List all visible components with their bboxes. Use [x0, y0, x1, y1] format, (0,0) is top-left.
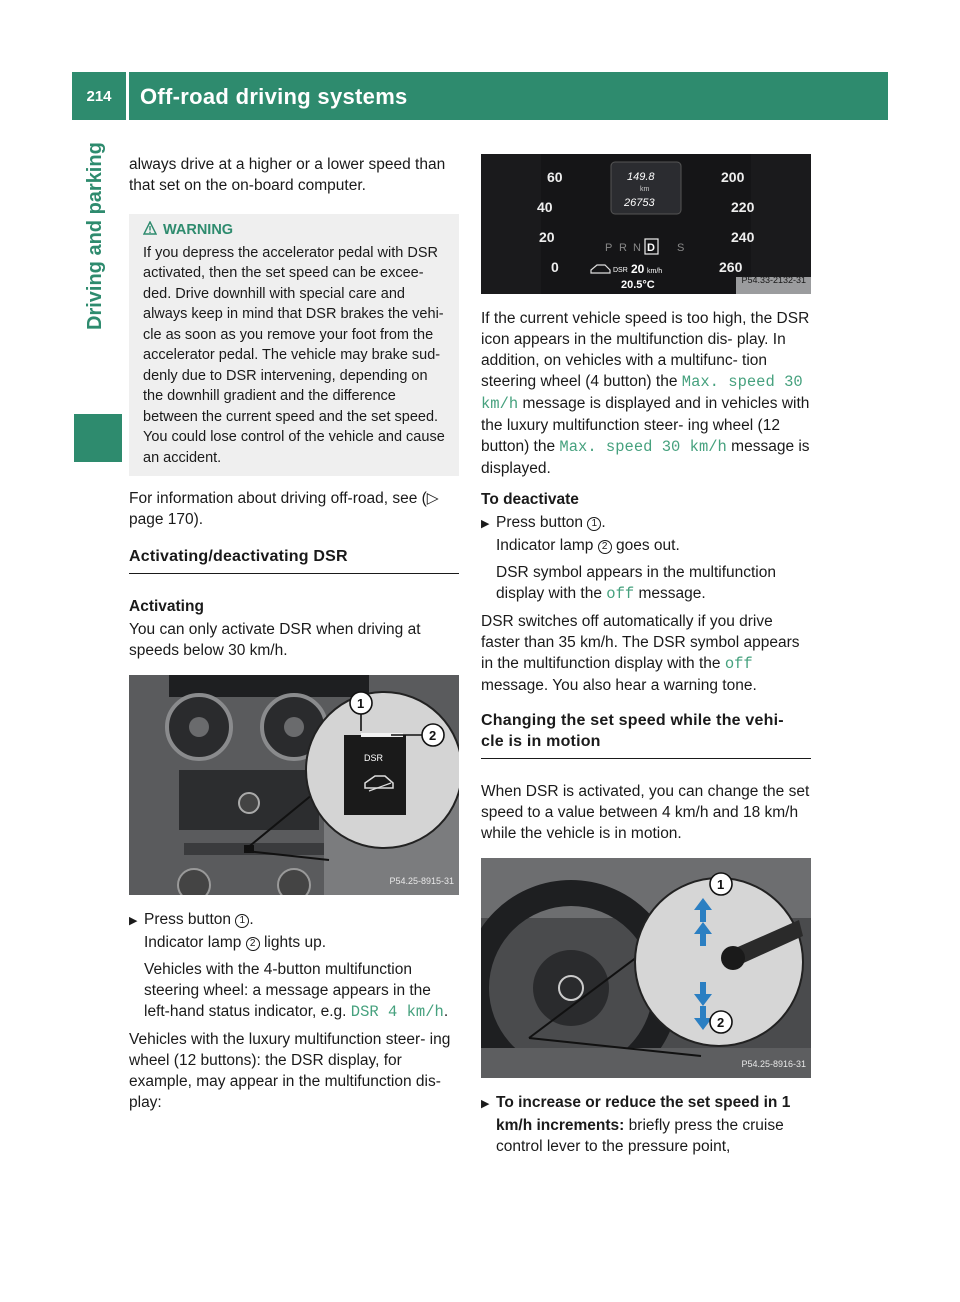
warning-icon	[143, 221, 157, 235]
note-end: .	[443, 1003, 449, 1020]
tick-0: 0	[551, 259, 559, 275]
trip-unit: km	[640, 186, 650, 193]
section-heading-dsr: Activating/deactivating DSR	[129, 546, 459, 574]
chapter-marker	[74, 414, 122, 462]
increase-step	[481, 1092, 811, 1157]
dsr-unit: km/h	[647, 268, 663, 275]
callout-ref-2: 2	[598, 540, 612, 554]
cruise-lever-figure	[481, 858, 811, 1078]
callout-ref-2: 2	[246, 937, 260, 951]
figure-label-right: P54.25-8916-31	[741, 1059, 806, 1069]
section-heading-change-speed: Changing the set speed while the vehi- cle is in motion	[481, 710, 811, 759]
increase-bold: To increase or reduce the set speed in 1 km/h increments:	[496, 1094, 791, 1134]
auto-text-end: message. You also hear a warning tone.	[481, 677, 757, 694]
deactivate-heading: To deactivate	[481, 491, 579, 508]
note-text: Vehicles with the 4-button multifunction steering wheel: a message appears in the left-hand status indicator, e.g.	[144, 961, 431, 1020]
deactivate-note	[481, 562, 811, 605]
offroad-reference: For information about driving off-road, see (▷ page 170).	[129, 490, 439, 528]
callout-2: 2	[717, 1015, 725, 1030]
deact-note-text: DSR symbol appears in the multifunction display with the	[496, 564, 776, 602]
instrument-cluster-figure	[481, 154, 811, 294]
gear-r: R	[619, 242, 627, 254]
warning-heading	[143, 220, 451, 241]
arrow-icon: ▶	[481, 518, 490, 530]
dashboard-illustration	[129, 675, 459, 895]
figure-label-cluster: P54.33-2132-31	[741, 275, 806, 285]
lamp-text: Indicator lamp	[144, 934, 246, 951]
warning-title: WARNING	[163, 222, 234, 238]
dsr-button-label: DSR	[364, 753, 384, 763]
page-title: Off-road driving systems	[140, 84, 408, 109]
gear-d: D	[647, 242, 655, 254]
speed-text-c: message is displayed.	[481, 438, 810, 477]
step-note	[129, 959, 459, 1023]
activating-heading: Activating	[129, 598, 204, 615]
warning-box	[129, 214, 459, 476]
tick-20: 20	[539, 229, 555, 245]
deact-note-end: message.	[634, 585, 706, 602]
step-text-end: .	[249, 911, 254, 928]
intro-text: always drive at a higher or a lower speed than that set on the on-board computer.	[129, 156, 446, 194]
figure-label-left: P54.25-8915-31	[389, 876, 454, 886]
gear-n: N	[633, 242, 641, 254]
header-separator	[126, 72, 129, 120]
step-text: Press button	[144, 911, 236, 928]
tick-40: 40	[537, 199, 553, 215]
increase-text: briefly press the cruise control lever to the pressure point,	[496, 1117, 784, 1155]
lamp-text-end: lights up.	[259, 934, 327, 951]
warning-text: If you depress the accelerator pedal with DSR activated, then the set speed can be excee- ded. Drive downhill with special care and always keep in mind that DSR brakes the vehi- cle as soon as you remove your foot from the accelerator pedal. The vehicle may brake sud- denly due to DSR intervening, depending on the downhill gradient and the difference between the current speed and the set speed. You could lose control of the vehicle and cause an accident.	[143, 244, 445, 466]
callout-1: 1	[357, 696, 365, 711]
auto-off-text	[481, 611, 811, 696]
trip-value: 149.8	[627, 171, 655, 183]
arrow-icon: ▶	[129, 915, 138, 927]
right-column	[481, 154, 811, 1163]
gear-p: P	[605, 242, 613, 254]
tick-200: 200	[721, 169, 745, 185]
dsr-speed: 20	[631, 262, 645, 276]
deact-text: Press button	[496, 514, 588, 531]
code-max-speed-1: Max. speed 30 km/h	[481, 373, 803, 413]
change-speed-text: When DSR is activated, you can change the set speed to a value between 4 km/h and 18 km/h while the vehicle is in motion.	[481, 783, 810, 842]
callout-ref-1: 1	[587, 517, 601, 531]
code-max-speed-2: Max. speed 30 km/h	[559, 438, 727, 456]
dsr-label: DSR	[613, 267, 628, 274]
gear-s: S	[677, 242, 685, 254]
tick-240: 240	[731, 229, 755, 245]
step-press-button	[129, 909, 459, 953]
deact-lamp-end: goes out.	[611, 537, 680, 554]
luxury-text: Vehicles with the luxury multifunction steer- ing wheel (12 buttons): the DSR display, for example, may appear in the multifunction dis- play:	[129, 1031, 451, 1111]
tick-60: 60	[547, 169, 563, 185]
code-off-2: off	[724, 655, 753, 673]
callout-ref-1: 1	[235, 914, 249, 928]
speed-too-high-text	[481, 308, 811, 479]
page-number: 214	[86, 88, 112, 105]
tick-260: 260	[719, 259, 743, 275]
auto-text: DSR switches off automatically if you drive faster than 35 km/h. The DSR symbol appears in the multifunction display with the	[481, 613, 800, 672]
chapter-label: Driving and parking	[84, 142, 106, 330]
deact-text-end: .	[601, 514, 606, 531]
speed-text-a: If the current vehicle speed is too high, the DSR icon appears in the multifunction dis- play. In addition, on vehicles with a multifunc- tion steering wheel (4 button) the	[481, 310, 810, 390]
deactivate-step	[481, 512, 811, 556]
temperature: 20.5°C	[621, 279, 655, 291]
activating-text: You can only activate DSR when driving at speeds below 30 km/h.	[129, 621, 421, 659]
code-dsr: DSR 4 km/h	[350, 1003, 444, 1021]
tick-220: 220	[731, 199, 755, 215]
code-off: off	[606, 585, 635, 603]
steering-illustration	[481, 858, 811, 1078]
callout-1: 1	[717, 877, 725, 892]
dsr-button-figure	[129, 675, 459, 895]
arrow-icon: ▶	[481, 1098, 490, 1110]
callout-2: 2	[429, 728, 437, 743]
speed-text-b: message is displayed and in vehicles with the luxury multifunction steer- ing wheel (12 button) the	[481, 395, 810, 455]
odometer-value: 26753	[624, 197, 655, 209]
deact-lamp-text: Indicator lamp	[496, 537, 598, 554]
left-column	[129, 154, 459, 1119]
